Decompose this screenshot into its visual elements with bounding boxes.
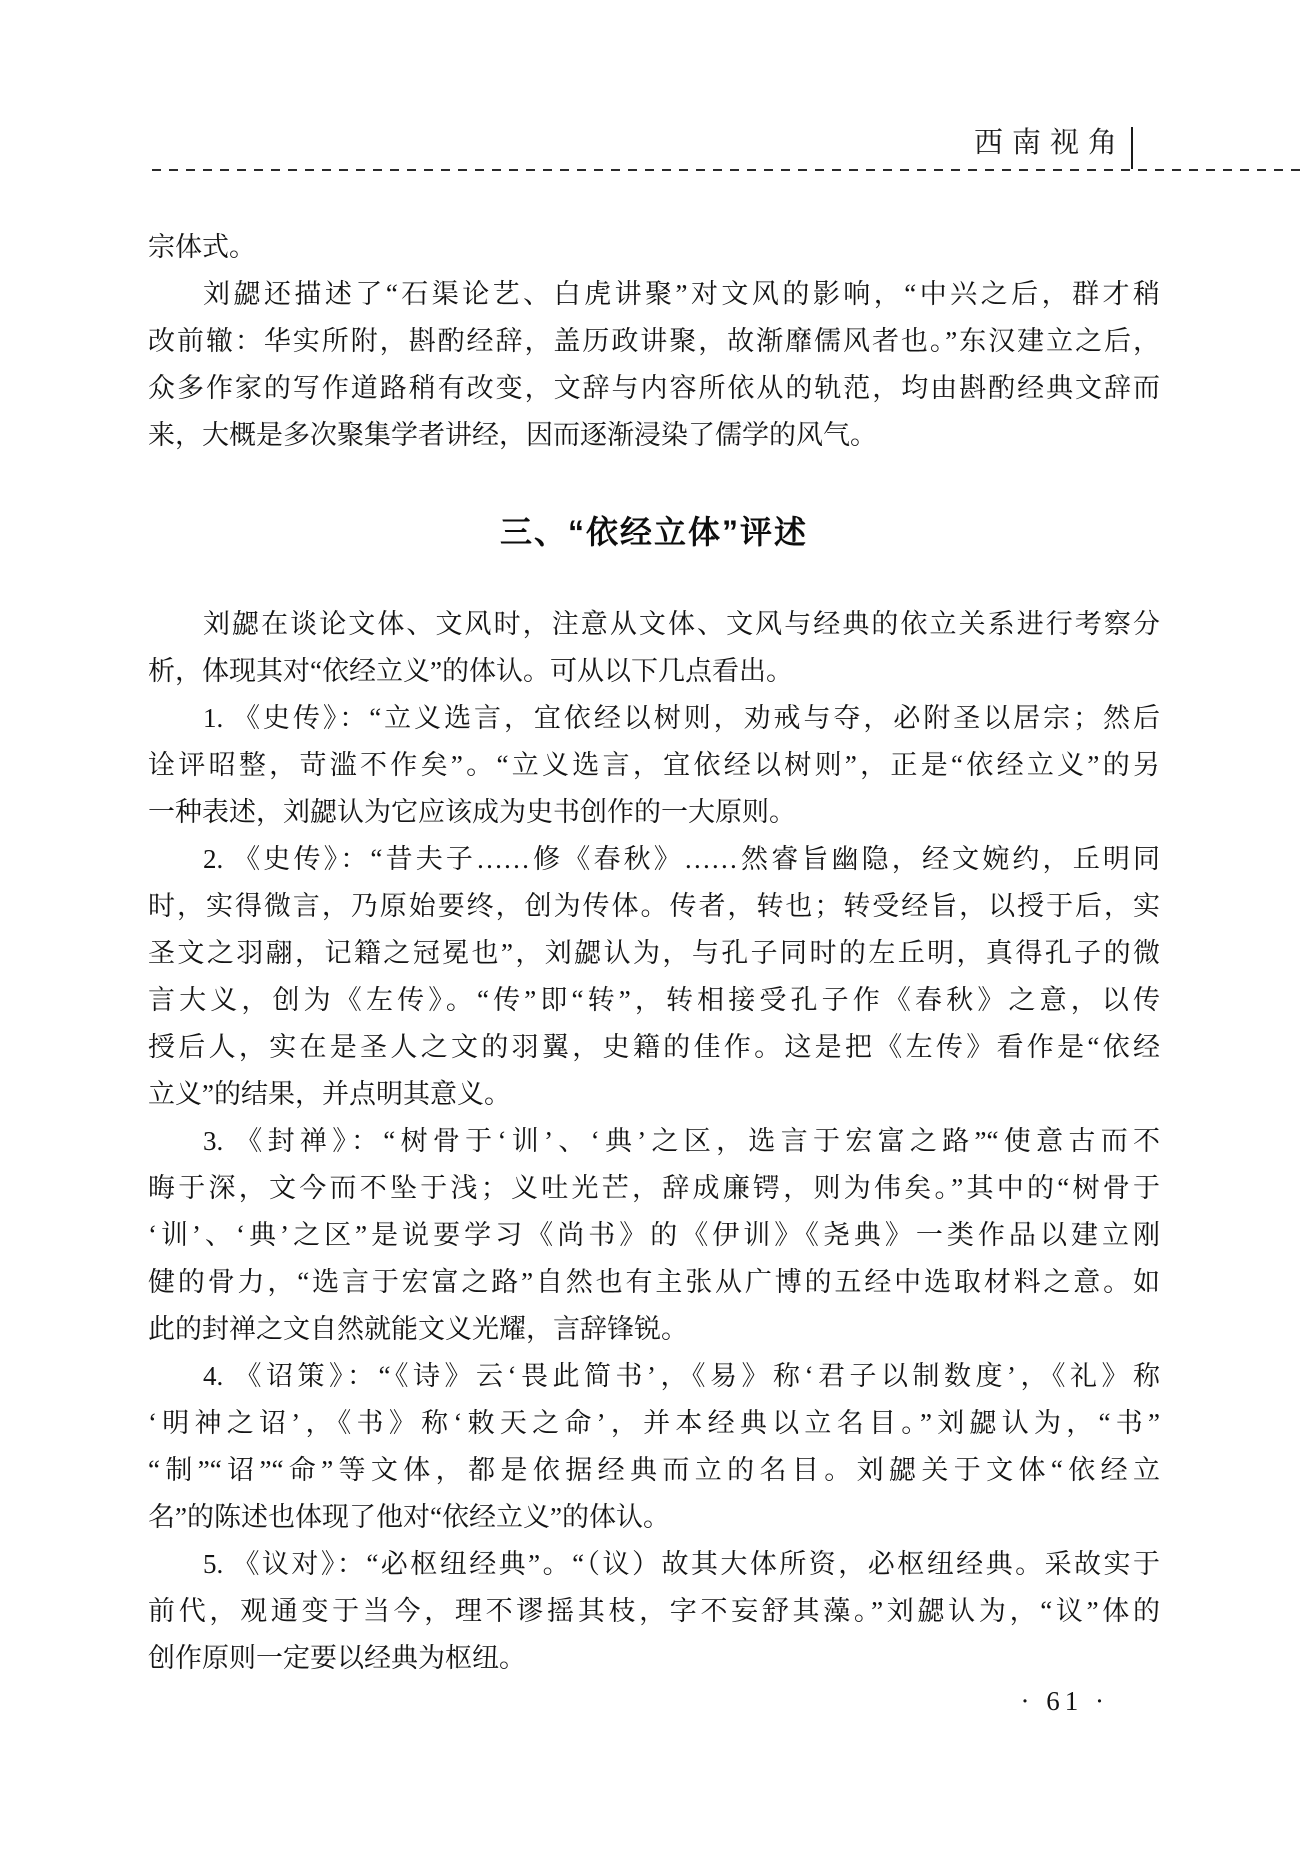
header-dashed-rule [152, 169, 1307, 171]
text-line: 圣文之羽翮，记籍之冠冕也”，刘勰认为，与孔子同时的左丘明，真得孔子的微 [148, 938, 1160, 968]
text-line: 言大义，创为《左传》。“传”即“转”，转相接受孔子作《春秋》之意，以传 [148, 985, 1160, 1015]
paragraph [148, 224, 1160, 271]
page-body [148, 224, 1160, 1682]
text-line: 2. 《史传》：“昔夫子……修《春秋》……然睿旨幽隐，经文婉约，丘明同 [203, 844, 1160, 874]
text-line: 1. 《史传》：“立义选言，宜依经以树则，劝戒与夺，必附圣以居宗；然后 [203, 703, 1160, 733]
text-line: 授后人，实在是圣人之文的羽翼，史籍的佳作。这是把《左传》看作是“依经 [148, 1032, 1160, 1062]
text-line: 刘勰还描述了“石渠论艺、白虎讲聚”对文风的影响，“中兴之后，群才稍 [203, 279, 1160, 309]
text-line: 5. 《议对》：“必枢纽经典”。“（议）故其大体所资，必枢纽经典。采故实于 [203, 1549, 1160, 1579]
text-line: 宗体式。 [148, 232, 256, 262]
paragraph [148, 836, 1160, 1118]
text-line: 诠评昭整，苛滥不作矣”。“立义选言，宜依经以树则”，正是“依经立义”的另 [148, 750, 1160, 780]
text-line: 晦于深，文今而不坠于浅；义吐光芒，辞成廉锷，则为伟矣。”其中的“树骨于 [148, 1173, 1160, 1203]
text-line: 刘勰在谈论文体、文风时，注意从文体、文风与经典的依立关系进行考察分 [203, 609, 1160, 639]
text-line: 3. 《封禅》：“树骨于‘训’、‘典’之区，选言于宏富之路”“使意古而不 [203, 1126, 1160, 1156]
text-line: 此的封禅之文自然就能文义光耀，言辞锋锐。 [148, 1314, 688, 1344]
text-line: 前代，观通变于当今，理不谬摇其枝，字不妄舒其藻。”刘勰认为，“议”体的 [148, 1596, 1160, 1626]
text-line: 健的骨力，“选言于宏富之路”自然也有主张从广博的五经中选取材料之意。如 [148, 1267, 1160, 1297]
section-heading: 三、“依经立体”评述 [499, 514, 808, 550]
text-line: 一种表述，刘勰认为它应该成为史书创作的一大原则。 [148, 797, 796, 827]
paragraph [148, 1353, 1160, 1541]
running-header-title: 西南视角 [973, 127, 1126, 159]
header-vertical-bar [1131, 127, 1133, 169]
text-line: 来，大概是多次聚集学者讲经，因而逐渐浸染了儒学的风气。 [148, 420, 877, 450]
text-line: 创作原则一定要以经典为枢纽。 [148, 1643, 526, 1673]
paragraph [148, 1118, 1160, 1353]
text-line: 4. 《诏策》：“《诗》云‘畏此简书’，《易》称‘君子以制数度’，《礼》称 [203, 1361, 1160, 1391]
paragraph [148, 1541, 1160, 1682]
paragraph [148, 601, 1160, 695]
text-line: ‘训’、‘典’之区”是说要学习《尚书》的《伊训》《尧典》一类作品以建立刚 [148, 1220, 1160, 1250]
text-line: 名”的陈述也体现了他对“依经立义”的体认。 [148, 1502, 670, 1532]
text-line: “制”“诏”“命”等文体，都是依据经典而立的名目。刘勰关于文体“依经立 [148, 1455, 1160, 1485]
text-line: ‘明神之诏’，《书》称‘敕天之命’，并本经典以立名目。”刘勰认为，“书” [148, 1408, 1160, 1438]
text-line: 立义”的结果，并点明其意义。 [148, 1079, 511, 1109]
text-line: 改前辙：华实所附，斟酌经辞，盖历政讲聚，故渐靡儒风者也。”东汉建立之后， [148, 326, 1160, 356]
paragraph [148, 695, 1160, 836]
text-line: 众多作家的写作道路稍有改变，文辞与内容所依从的轨范，均由斟酌经典文辞而 [148, 373, 1160, 403]
text-line: 析，体现其对“依经立义”的体认。可从以下几点看出。 [148, 656, 793, 686]
page-number: · 61 · [1020, 1686, 1109, 1716]
text-line: 时，实得微言，乃原始要终，创为传体。传者，转也；转受经旨，以授于后，实 [148, 891, 1160, 921]
paragraph [148, 271, 1160, 459]
